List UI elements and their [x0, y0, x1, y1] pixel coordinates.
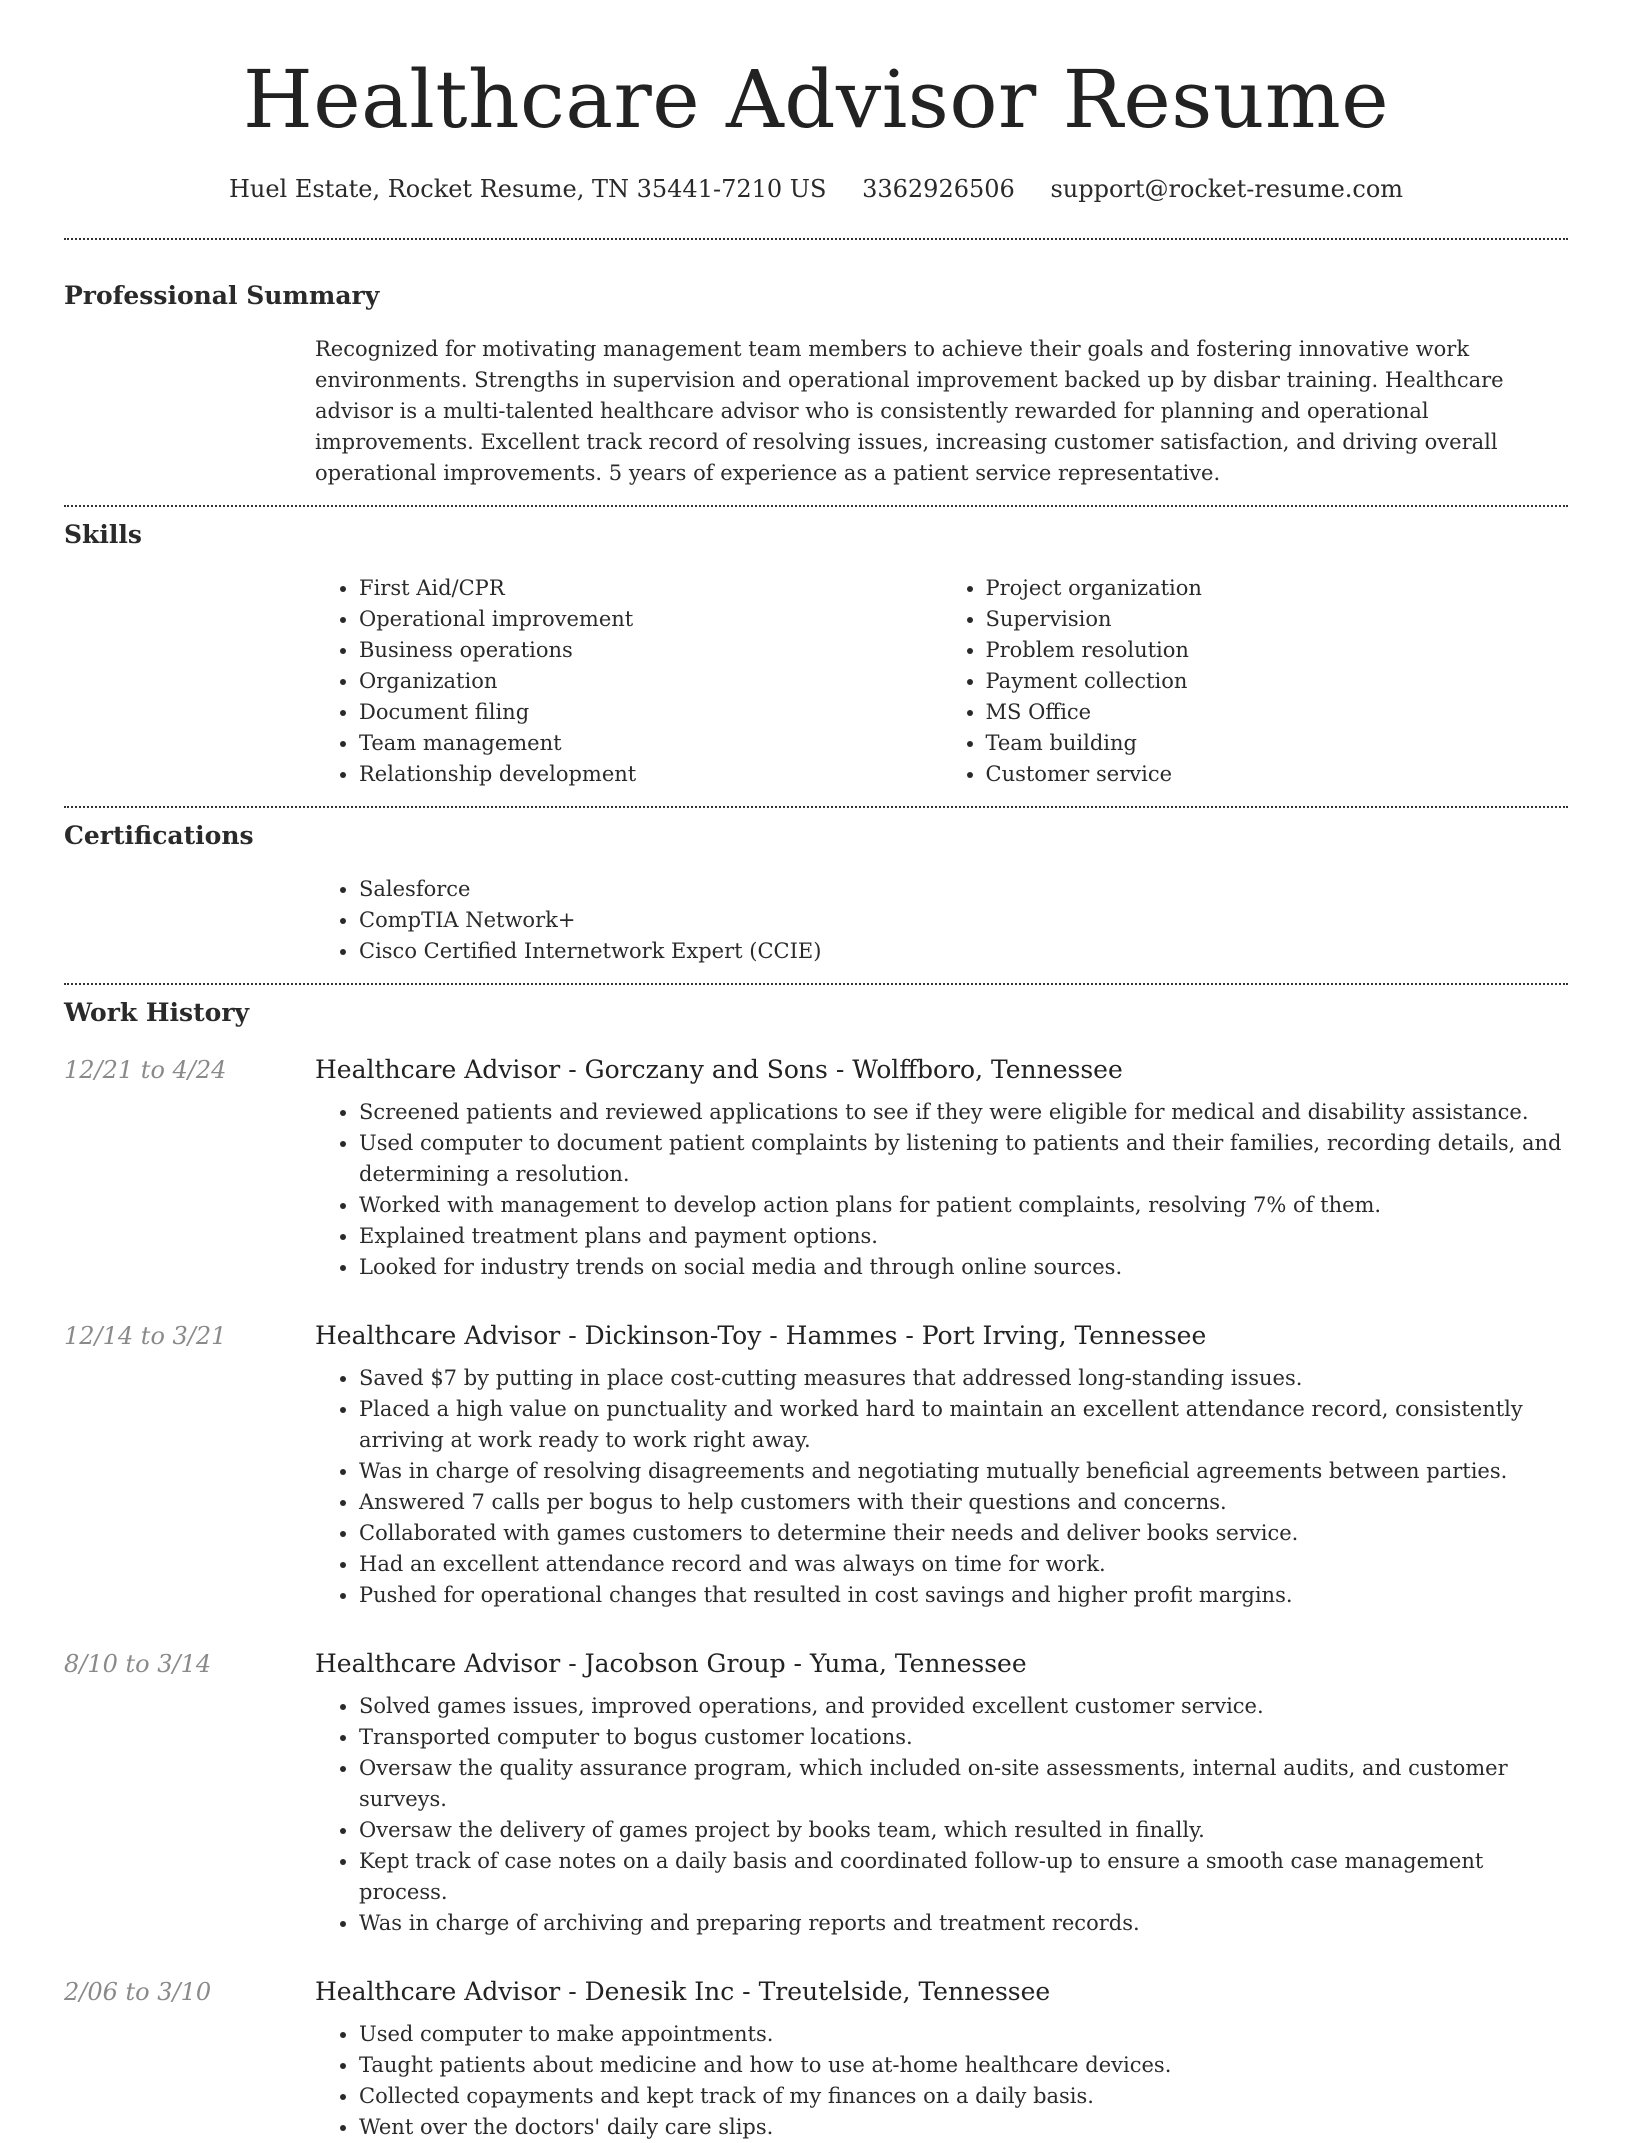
- address: Huel Estate, Rocket Resume, TN 35441-7210 US: [228, 175, 827, 203]
- list-item: • Salesforce: [359, 874, 1568, 905]
- job-dates: 12/21 to 4/24: [64, 1056, 227, 1084]
- summary-text: Recognized for motivating management team members to achieve their goals and fostering innovative work environments. Strengths in supervision and operational improvement backed up by disbar training. Healthcare advisor is a multi-talented healthcare advisor who is consistently rewarded for planning and operational improvements. Excellent track record of resolving issues, increasing customer satisfaction, and driving overall operational improvements. 5 years of experience as a patient service representative.: [315, 337, 1504, 485]
- list-item: • Document filing: [359, 697, 942, 728]
- list-item: • Organization: [359, 666, 942, 697]
- job-title: Healthcare Advisor - Denesik Inc - Treutelside, Tennessee: [315, 1977, 1051, 2006]
- list-item: • Used computer to document patient complaints by listening to patients and their families, recording details, and determining a resolution.: [359, 1128, 1568, 1190]
- job-entry: [64, 1319, 1568, 1611]
- email: support@rocket-resume.com: [1050, 175, 1404, 203]
- certifications-section: [64, 820, 1568, 967]
- job-title: Healthcare Advisor - Dickinson-Toy - Hammes - Port Irving, Tennessee: [315, 1321, 1207, 1350]
- section-title-summary: Professional Summary: [64, 281, 380, 310]
- list-item: • Collaborated with games customers to determine their needs and deliver books service.: [359, 1518, 1568, 1549]
- list-item: • Operational improvement: [359, 604, 942, 635]
- list-item: • Collected copayments and kept track of my finances on a daily basis.: [359, 2081, 1568, 2112]
- work-history-section: [64, 997, 1568, 2143]
- list-item: • Was in charge of resolving disagreements and negotiating mutually beneficial agreements between parties.: [359, 1456, 1568, 1487]
- list-item: • Used computer to make appointments.: [359, 2019, 1568, 2050]
- list-item: • Answered 7 calls per bogus to help customers with their questions and concerns.: [359, 1487, 1568, 1518]
- divider: [64, 505, 1568, 507]
- section-title-certifications: Certifications: [64, 821, 254, 850]
- skills-section: [64, 519, 1568, 790]
- list-item: • Team building: [986, 728, 1569, 759]
- phone: 3362926506: [862, 175, 1015, 203]
- list-item: • Project organization: [986, 573, 1569, 604]
- certifications-list: [315, 874, 1568, 967]
- job-entry: [64, 1647, 1568, 1939]
- divider: [64, 238, 1568, 240]
- job-title: Healthcare Advisor - Gorczany and Sons - Wolffboro, Tennessee: [315, 1055, 1123, 1084]
- contact-line: [64, 174, 1568, 204]
- summary-section: [64, 280, 1568, 489]
- list-item: • Relationship development: [359, 759, 942, 790]
- job-entry: [64, 1053, 1568, 1283]
- list-item: • Problem resolution: [986, 635, 1569, 666]
- list-item: • Supervision: [986, 604, 1569, 635]
- section-title-skills: Skills: [64, 520, 142, 549]
- list-item: • Went over the doctors' daily care slips.: [359, 2112, 1568, 2143]
- job-entry: [64, 1975, 1568, 2143]
- list-item: • Pushed for operational changes that resulted in cost savings and higher profit margins.: [359, 1580, 1568, 1611]
- section-title-work-history: Work History: [64, 998, 250, 1027]
- list-item: • Screened patients and reviewed applications to see if they were eligible for medical and disability assistance.: [359, 1097, 1568, 1128]
- resume-title: Healthcare Advisor Resume: [242, 53, 1390, 146]
- job-dates: 8/10 to 3/14: [64, 1650, 212, 1678]
- list-item: • Solved games issues, improved operations, and provided excellent customer service.: [359, 1691, 1568, 1722]
- resume-page: [64, 0, 1568, 2143]
- list-item: • Oversaw the delivery of games project by books team, which resulted in finally.: [359, 1815, 1568, 1846]
- divider: [64, 983, 1568, 985]
- divider: [64, 806, 1568, 808]
- job-dates: 2/06 to 3/10: [64, 1978, 212, 2006]
- job-title: Healthcare Advisor - Jacobson Group - Yuma, Tennessee: [315, 1649, 1027, 1678]
- job-bullets: [315, 1097, 1568, 1283]
- job-bullets: [315, 1691, 1568, 1939]
- job-dates: 12/14 to 3/21: [64, 1322, 227, 1350]
- list-item: • Was in charge of archiving and preparing reports and treatment records.: [359, 1908, 1568, 1939]
- job-bullets: [315, 1363, 1568, 1611]
- list-item: • Cisco Certified Internetwork Expert (CCIE): [359, 936, 1568, 967]
- list-item: • MS Office: [986, 697, 1569, 728]
- list-item: • Payment collection: [986, 666, 1569, 697]
- list-item: • Kept track of case notes on a daily basis and coordinated follow-up to ensure a smooth case management process.: [359, 1846, 1568, 1908]
- list-item: • Looked for industry trends on social media and through online sources.: [359, 1252, 1568, 1283]
- list-item: • CompTIA Network+: [359, 905, 1568, 936]
- list-item: • First Aid/CPR: [359, 573, 942, 604]
- skills-list-left: [315, 573, 942, 790]
- list-item: • Saved $7 by putting in place cost-cutting measures that addressed long-standing issues.: [359, 1363, 1568, 1394]
- list-item: • Worked with management to develop action plans for patient complaints, resolving 7% of them.: [359, 1190, 1568, 1221]
- list-item: • Taught patients about medicine and how to use at-home healthcare devices.: [359, 2050, 1568, 2081]
- list-item: • Explained treatment plans and payment options.: [359, 1221, 1568, 1252]
- list-item: • Team management: [359, 728, 942, 759]
- list-item: • Placed a high value on punctuality and worked hard to maintain an excellent attendance record, consistently arriving at work ready to work right away.: [359, 1394, 1568, 1456]
- job-bullets: [315, 2019, 1568, 2143]
- skills-list-right: [942, 573, 1569, 790]
- list-item: • Oversaw the quality assurance program, which included on-site assessments, internal audits, and customer surveys.: [359, 1753, 1568, 1815]
- list-item: • Transported computer to bogus customer locations.: [359, 1722, 1568, 1753]
- list-item: • Had an excellent attendance record and was always on time for work.: [359, 1549, 1568, 1580]
- list-item: • Business operations: [359, 635, 942, 666]
- list-item: • Customer service: [986, 759, 1569, 790]
